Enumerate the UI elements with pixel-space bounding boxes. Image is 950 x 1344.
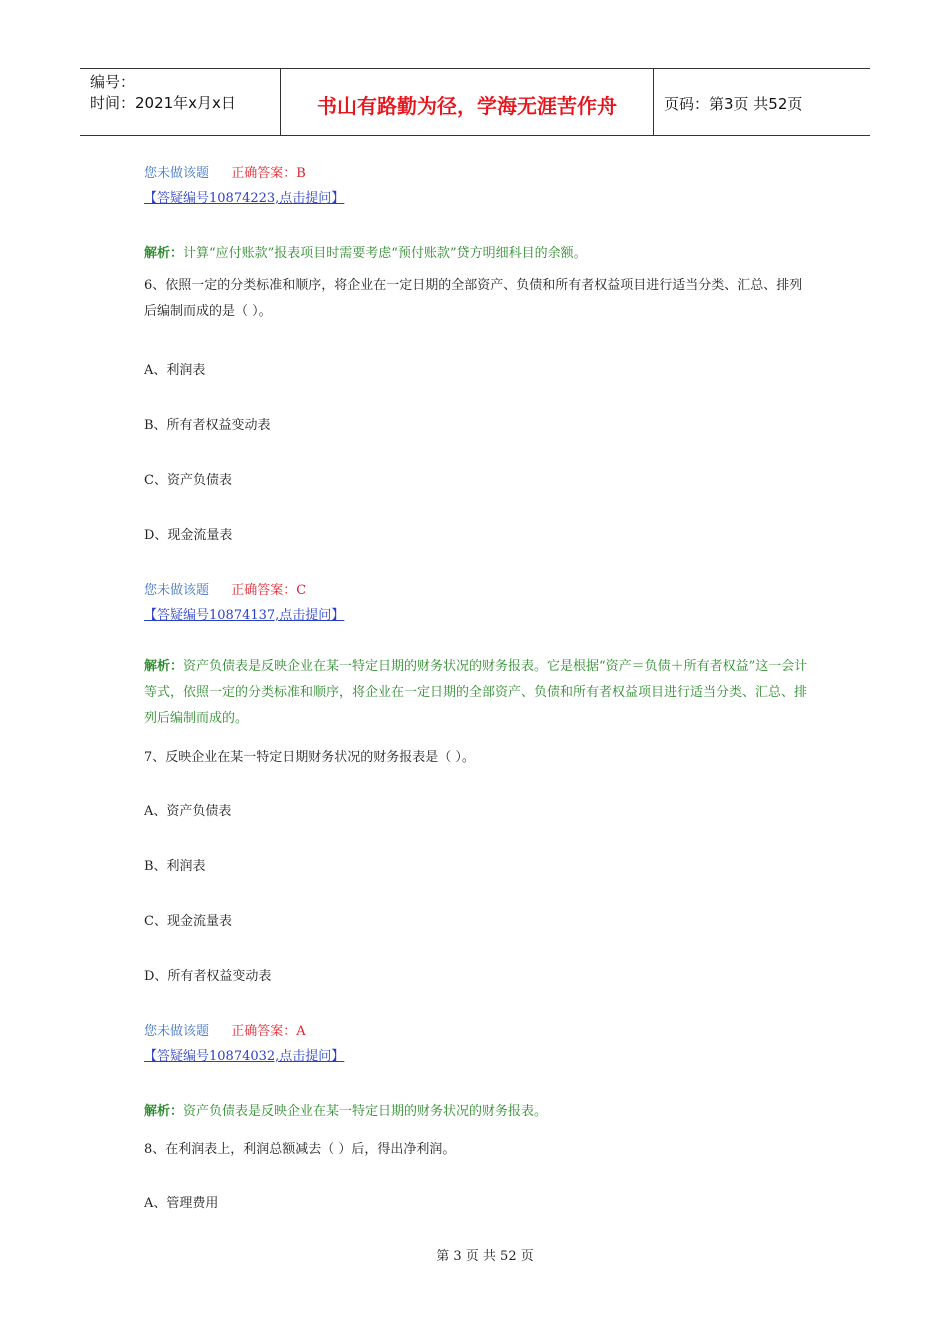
analysis-text: 资产负债表是反映企业在某一特定日期的财务状况的财务报表。它是根据“资产＝负债＋所有者权益”这一会计等式，依照一定的分类标准和顺序，将企业在一定日期的全部资产、负债和所有者权益项目进行适当分类、汇总、排列后编制而成的。 [144,659,808,726]
analysis [144,1100,547,1119]
option-c[interactable]: C、资产负债表 [144,473,232,488]
option-b[interactable]: B、所有者权益变动表 [144,418,271,433]
question-text: 8、在利润表上，利润总额减去（ ）后，得出净利润。 [144,1142,456,1157]
analysis-label: 解析： [144,659,184,674]
question-link[interactable]: 【答疑编号10874137,点击提问】 [144,608,345,623]
header-page-label: 页码：第3页 共52页 [664,94,803,113]
option-b[interactable]: B、利润表 [144,859,206,874]
question-text: 7、反映企业在某一特定日期财务状况的财务报表是（ ）。 [144,750,475,765]
correct-answer: 正确答案：C [231,583,307,598]
not-answered-status: 您未做该题 [144,583,210,598]
question-link[interactable]: 【答疑编号10874032,点击提问】 [144,1049,345,1064]
time-label: 时间：2021年x月x日 [90,94,236,112]
number-label: 编号： [90,73,136,91]
header-meta [80,69,281,135]
analysis-text: 计算“应付账款”报表项目时需要考虑“预付账款”贷方明细科目的余额。 [183,246,587,261]
analysis [144,654,810,732]
header-motto: 书山有路勤为径，学海无涯苦作舟 [281,69,654,135]
not-answered-status: 您未做该题 [144,166,210,181]
answer-status-row [144,579,306,598]
option-d[interactable]: D、所有者权益变动表 [144,969,272,984]
analysis [144,242,587,261]
analysis-text: 资产负债表是反映企业在某一特定日期的财务状况的财务报表。 [183,1104,548,1119]
answer-status-row [144,1020,306,1039]
page-header [80,68,870,136]
question-text: 6、依照一定的分类标准和顺序，将企业在一定日期的全部资产、负债和所有者权益项目进行适当分类、汇总、排列后编制而成的是（ ）。 [144,278,803,319]
option-a[interactable]: A、资产负债表 [144,804,232,819]
option-d[interactable]: D、现金流量表 [144,528,233,543]
correct-answer: 正确答案：A [231,1024,306,1039]
option-c[interactable]: C、现金流量表 [144,914,232,929]
option-a[interactable]: A、利润表 [144,363,206,378]
analysis-label: 解析： [144,246,184,261]
page-footer: 第 3 页 共 52 页 [436,1249,534,1264]
analysis-label: 解析： [144,1104,184,1119]
answer-status-row [144,162,306,181]
question-link[interactable]: 【答疑编号10874223,点击提问】 [144,191,345,206]
correct-answer: 正确答案：B [231,166,306,181]
option-a[interactable]: A、管理费用 [144,1196,219,1211]
not-answered-status: 您未做该题 [144,1024,210,1039]
